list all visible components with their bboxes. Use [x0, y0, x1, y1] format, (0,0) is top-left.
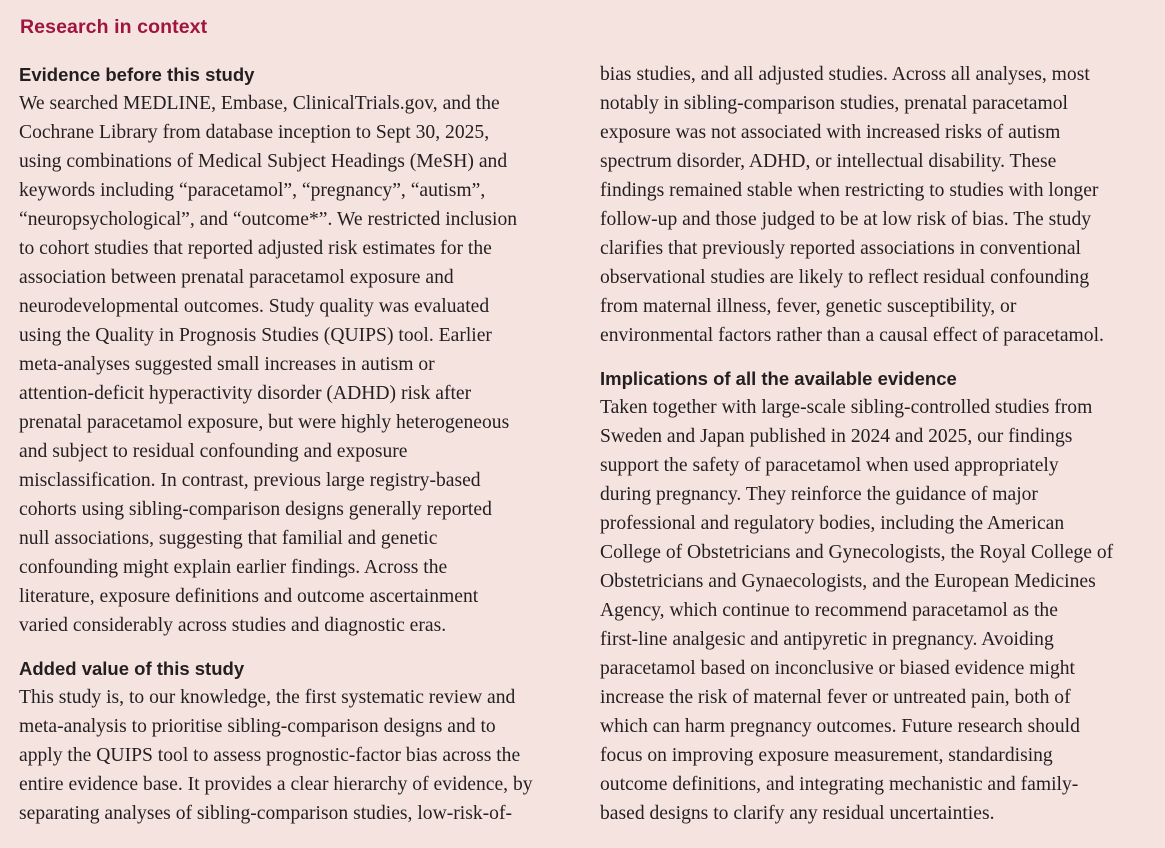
- text-line: during pregnancy. They reinforce the guidance of major: [600, 484, 1038, 505]
- section-gap: [19, 640, 571, 654]
- text-line: follow-up and those judged to be at low risk of bias. The study: [600, 209, 1092, 230]
- text-line: which can harm pregnancy outcomes. Future research should: [600, 716, 1080, 737]
- right-column: [600, 60, 1153, 828]
- panel-title: Research in context: [20, 16, 208, 38]
- text-line: varied considerably across studies and diagnostic eras.: [19, 615, 447, 636]
- text-line: using the Quality in Prognosis Studies (QUIPS) tool. Earlier: [19, 325, 492, 346]
- text-line: exposure was not associated with increased risks of autism: [600, 122, 1061, 143]
- text-line: bias studies, and all adjusted studies. Across all analyses, most: [600, 64, 1090, 85]
- text-line: Taken together with large-scale sibling-controlled studies from: [600, 397, 1093, 418]
- text-line: using combinations of Medical Subject Headings (MeSH) and: [19, 151, 508, 172]
- text-line: findings remained stable when restricting to studies with longer: [600, 180, 1099, 201]
- added-value-text-right: [600, 60, 1153, 350]
- text-line: apply the QUIPS tool to assess prognostic-factor bias across the: [19, 745, 521, 766]
- text-line: professional and regulatory bodies, including the American: [600, 513, 1065, 534]
- text-line: and subject to residual confounding and exposure: [19, 441, 408, 462]
- text-line: spectrum disorder, ADHD, or intellectual disability. These: [600, 151, 1057, 172]
- text-line: neurodevelopmental outcomes. Study quality was evaluated: [19, 296, 490, 317]
- text-line: misclassification. In contrast, previous large registry-based: [19, 470, 481, 491]
- text-line: first-line analgesic and antipyretic in pregnancy. Avoiding: [600, 629, 1054, 650]
- text-line: paracetamol based on inconclusive or biased evidence might: [600, 658, 1075, 679]
- text-line: entire evidence base. It provides a clear hierarchy of evidence, by: [19, 774, 533, 795]
- left-column: [19, 60, 571, 828]
- text-line: literature, exposure definitions and outcome ascertainment: [19, 586, 479, 607]
- text-line: separating analyses of sibling-comparison studies, low-risk-of-: [19, 803, 513, 824]
- text-line: This study is, to our knowledge, the first systematic review and: [19, 687, 516, 708]
- text-line: notably in sibling-comparison studies, prenatal paracetamol: [600, 93, 1068, 114]
- evidence-before-text: [19, 89, 571, 640]
- text-line: to cohort studies that reported adjusted risk estimates for the: [19, 238, 492, 259]
- text-line: meta-analysis to prioritise sibling-comparison designs and to: [19, 716, 496, 737]
- text-line: support the safety of paracetamol when used appropriately: [600, 455, 1059, 476]
- text-line: Cochrane Library from database inception to Sept 30, 2025,: [19, 122, 490, 143]
- text-line: outcome definitions, and integrating mechanistic and family-: [600, 774, 1079, 795]
- text-line: from maternal illness, fever, genetic susceptibility, or: [600, 296, 1017, 317]
- text-line: focus on improving exposure measurement, standardising: [600, 745, 1053, 766]
- text-line: meta-analyses suggested small increases in autism or: [19, 354, 435, 375]
- implications-text: [600, 393, 1153, 828]
- text-line: clarifies that previously reported associations in conventional: [600, 238, 1081, 259]
- added-value-text-left: [19, 683, 571, 828]
- text-line: keywords including “paracetamol”, “pregnancy”, “autism”,: [19, 180, 486, 201]
- text-line: Agency, which continue to recommend paracetamol as the: [600, 600, 1058, 621]
- text-line: College of Obstetricians and Gynecologists, the Royal College of: [600, 542, 1114, 563]
- text-line: increase the risk of maternal fever or untreated pain, both of: [600, 687, 1071, 708]
- section-gap: [600, 350, 1153, 364]
- text-line: observational studies are likely to reflect residual confounding: [600, 267, 1090, 288]
- text-line: Obstetricians and Gynaecologists, and the European Medicines: [600, 571, 1096, 592]
- heading-implications: Implications of all the available evidence: [600, 368, 957, 389]
- text-line: environmental factors rather than a causal effect of paracetamol.: [600, 325, 1104, 346]
- text-line: prenatal paracetamol exposure, but were highly heterogeneous: [19, 412, 510, 433]
- text-line: null associations, suggesting that familial and genetic: [19, 528, 438, 549]
- text-line: based designs to clarify any residual uncertainties.: [600, 803, 995, 824]
- heading-added-value: Added value of this study: [19, 658, 245, 679]
- text-line: association between prenatal paracetamol exposure and: [19, 267, 454, 288]
- text-line: cohorts using sibling-comparison designs generally reported: [19, 499, 492, 520]
- text-line: attention-deficit hyperactivity disorder (ADHD) risk after: [19, 383, 472, 404]
- text-line: “neuropsychological”, and “outcome*”. We restricted inclusion: [19, 209, 518, 230]
- text-line: We searched MEDLINE, Embase, ClinicalTrials.gov, and the: [19, 93, 500, 114]
- heading-evidence-before: Evidence before this study: [19, 64, 255, 85]
- text-line: confounding might explain earlier findings. Across the: [19, 557, 448, 578]
- text-line: Sweden and Japan published in 2024 and 2025, our findings: [600, 426, 1073, 447]
